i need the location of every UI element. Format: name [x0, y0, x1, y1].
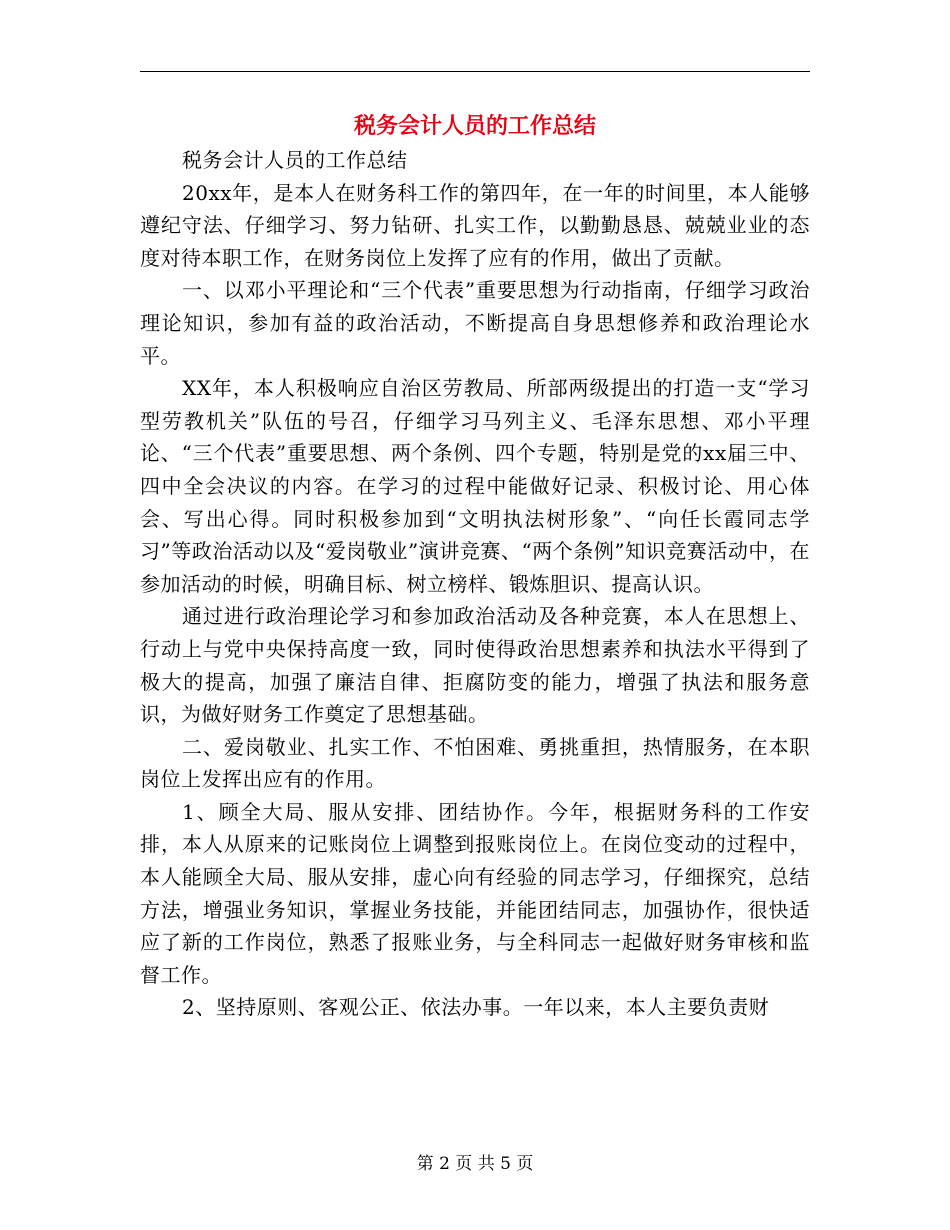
- paragraph-section-2: 二、爱岗敬业、扎实工作、不怕困难、勇挑重担，热情服务，在本职岗位上发挥出应有的作用。: [140, 734, 810, 792]
- document-body: [140, 144, 810, 1024]
- paragraph-section-1: 一、以邓小平理论和“三个代表”重要思想为行动指南，仔细学习政治理论知识，参加有益的政治活动，不断提高自身思想修养和政治理论水平。: [140, 278, 810, 368]
- document-title: 税务会计人员的工作总结: [353, 113, 596, 139]
- paragraph-intro: 20xx年，是本人在财务科工作的第四年，在一年的时间里，本人能够遵纪守法、仔细学习、努力钻研、扎实工作，以勤勤恳恳、兢兢业业的态度对待本职工作，在财务岗位上发挥了应有的作用，做出了贡献。: [140, 180, 810, 270]
- paragraph-subtitle: 税务会计人员的工作总结: [182, 148, 408, 172]
- paragraph-item-1: 1、顾全大局、服从安排、团结协作。今年，根据财务科的工作安排，本人从原来的记账岗位上调整到报账岗位上。在岗位变动的过程中，本人能顾全大局、服从安排，虚心向有经验的同志学习，仔细探究，总结方法，增强业务知识，掌握业务技能，并能团结同志，加强协作，很快适应了新的工作岗位，熟悉了报账业务，与全科同志一起做好财务审核和监督工作。: [140, 799, 810, 987]
- page-number: 第 2 页 共 5 页: [416, 1154, 534, 1174]
- paragraph-item-2: 2、坚持原则、客观公正、依法办事。一年以来，本人主要负责财: [182, 995, 770, 1020]
- paragraph-study: XX年，本人积极响应自治区劳教局、所部两级提出的打造一支“学习型劳教机关”队伍的号召，仔细学习马列主义、毛泽东思想、邓小平理论、“三个代表”重要思想、两个条例、四个专题，特别是党的xx届三中、四中全会决议的内容。在学习的过程中能做好记录、积极讨论、用心体会、写出心得。同时积极参加到“文明执法树形象”、“向任长霞同志学习”等政治活动以及“爱岗敬业”演讲竞赛、“两个条例”知识竞赛活动中，在参加活动的时候，明确目标、树立榜样、锻炼胆识、提高认识。: [140, 376, 810, 596]
- header-rule: [140, 71, 810, 72]
- paragraph-results: 通过进行政治理论学习和参加政治活动及各种竞赛，本人在思想上、行动上与党中央保持高度一致，同时使得政治思想素养和执法水平得到了极大的提高，加强了廉洁自律、拒腐防变的能力，增强了执法和服务意识，为做好财务工作奠定了思想基础。: [140, 604, 810, 727]
